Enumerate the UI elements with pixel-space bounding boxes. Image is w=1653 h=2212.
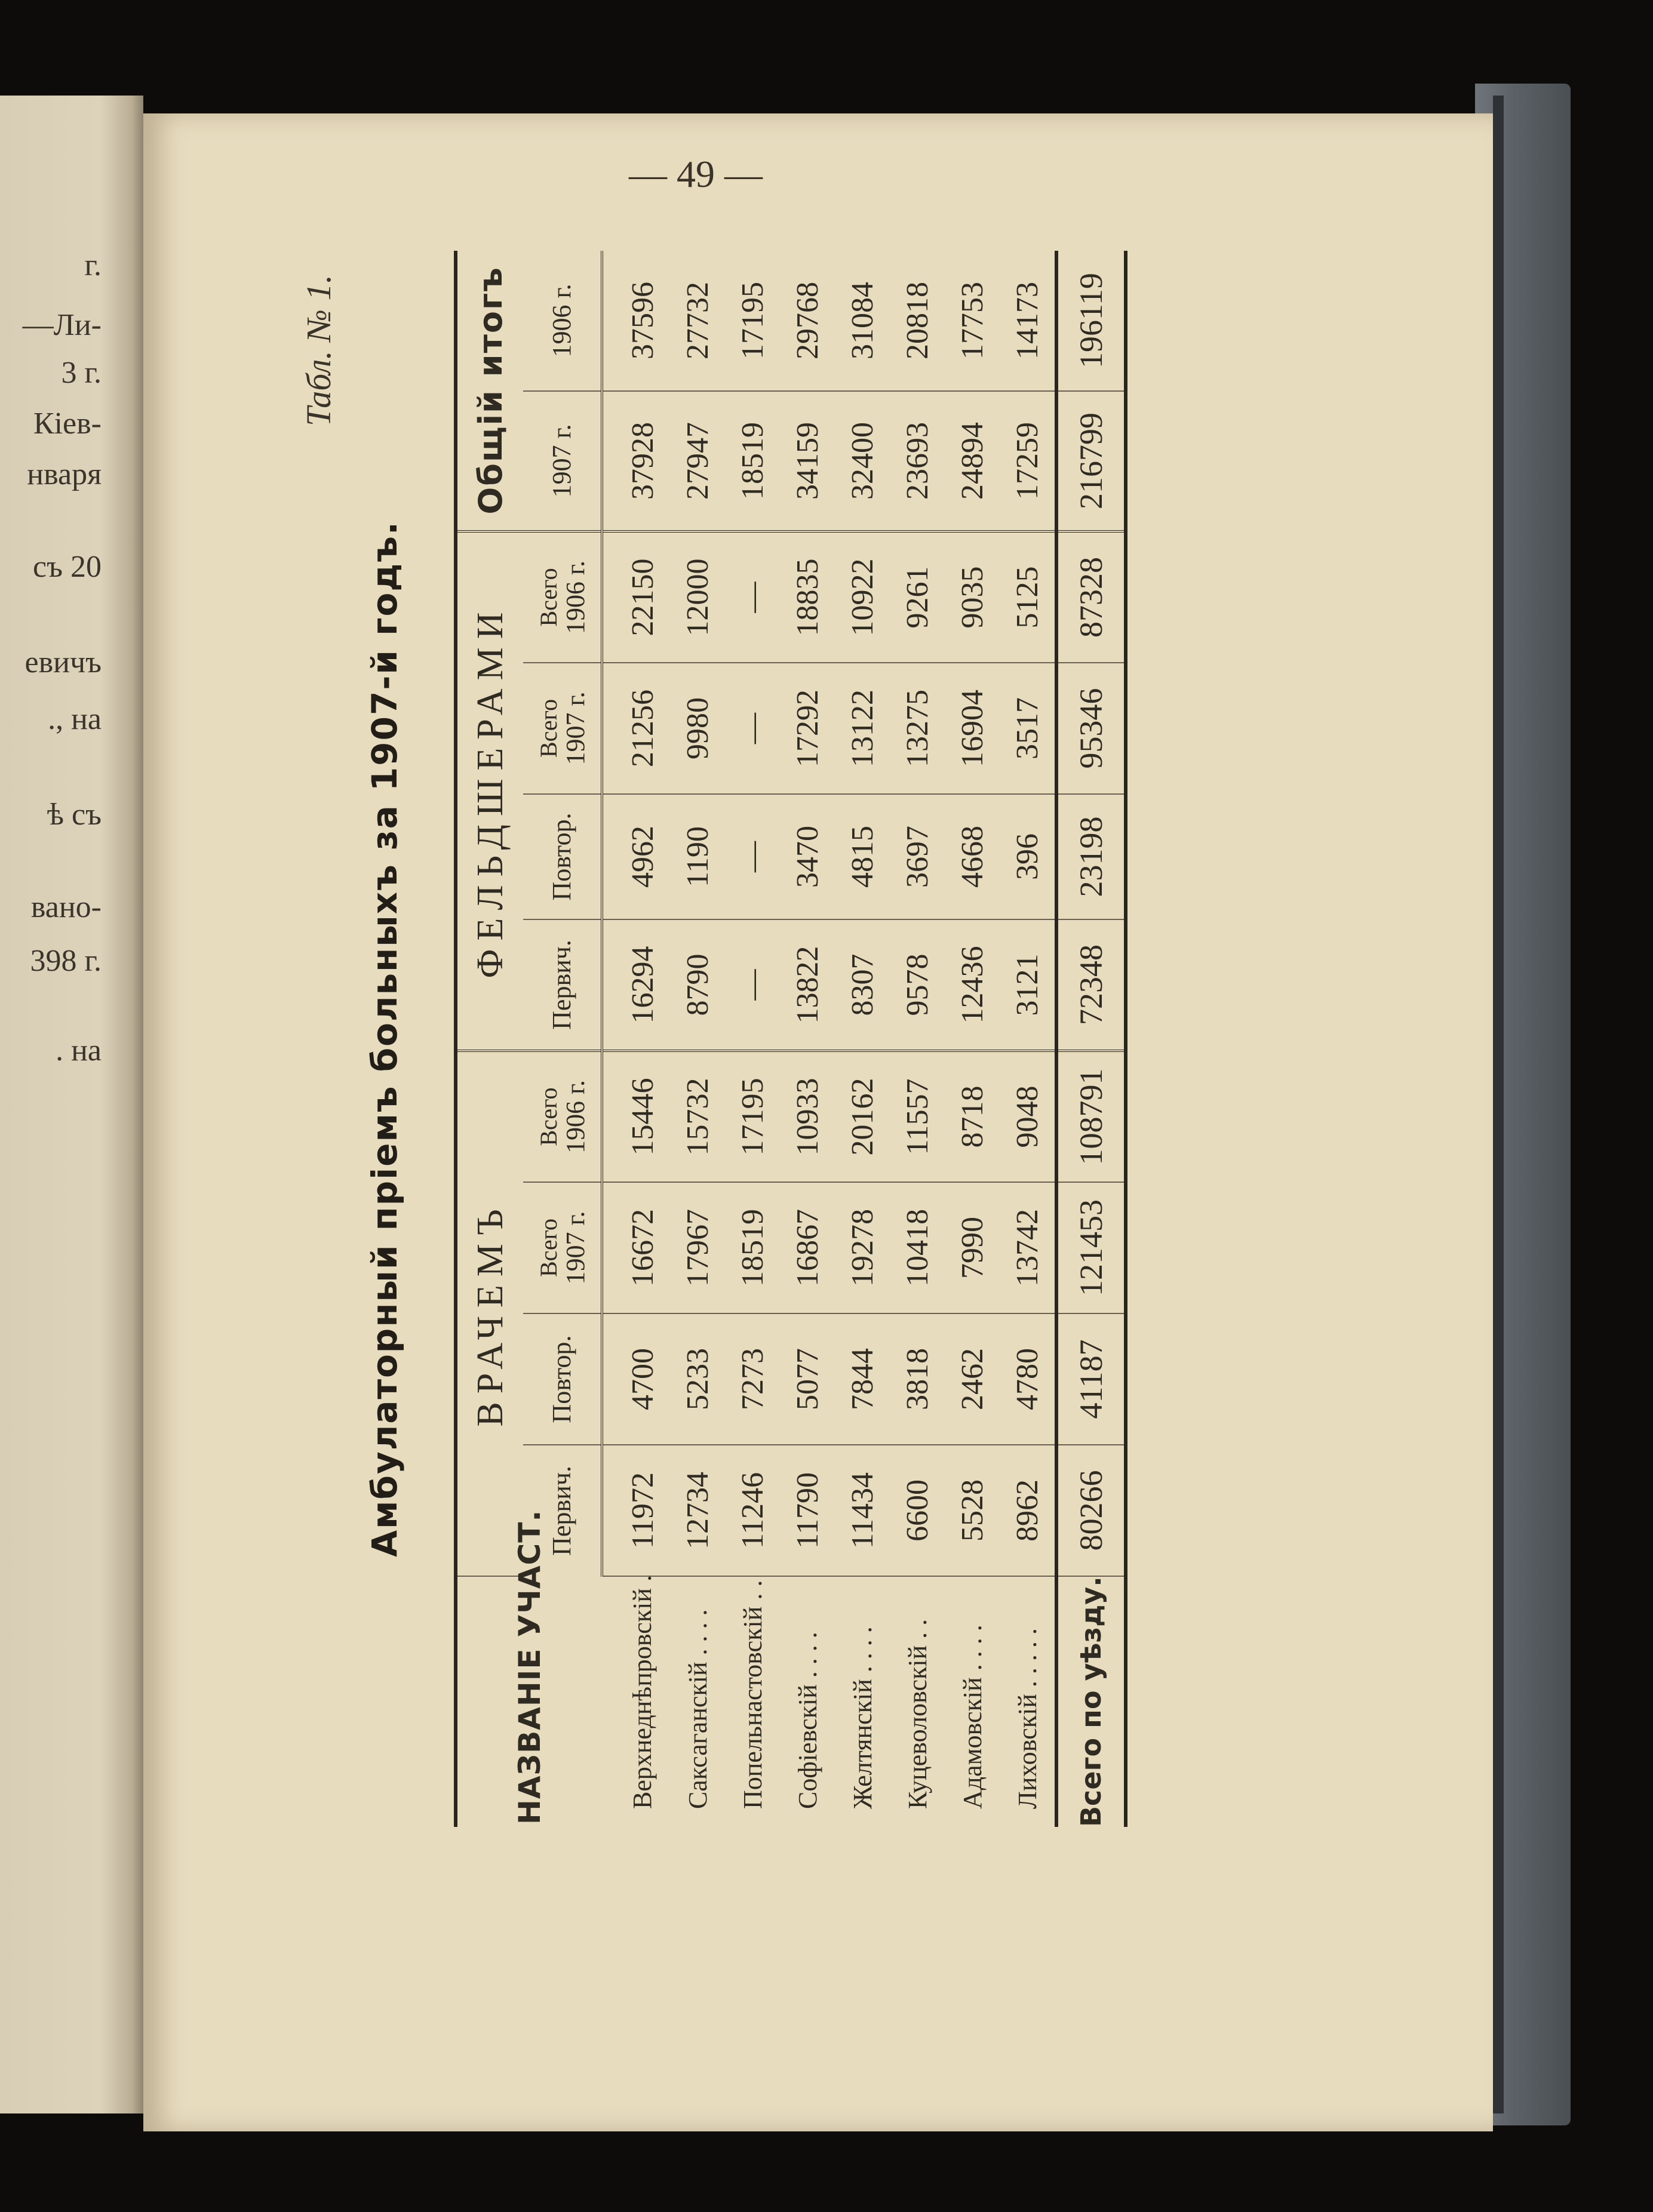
cell: 37596 xyxy=(602,251,670,391)
left-page-line: . на xyxy=(56,1033,102,1067)
cell: 5528 xyxy=(945,1445,1000,1576)
cell: 11972 xyxy=(602,1445,670,1576)
table-body xyxy=(602,251,1126,1827)
cell: 37928 xyxy=(602,391,670,531)
cell: 7990 xyxy=(945,1182,1000,1313)
table-header-row xyxy=(456,251,523,1827)
cell: 17292 xyxy=(780,663,835,794)
district-name: Желтянскій . . . . xyxy=(847,1626,877,1809)
cell: 3470 xyxy=(780,794,835,919)
left-page-line: ., на xyxy=(48,702,102,736)
table-row xyxy=(670,251,725,1827)
total-cell: 87328 xyxy=(1056,531,1126,663)
cell: 8307 xyxy=(835,919,890,1051)
cell: 10922 xyxy=(835,531,890,663)
cell: 15732 xyxy=(670,1051,725,1182)
cell: 17967 xyxy=(670,1182,725,1313)
cell: — xyxy=(725,531,780,663)
cell: 1190 xyxy=(670,794,725,919)
header-year: 1907 г. xyxy=(561,1211,590,1285)
cell: 18519 xyxy=(725,391,780,531)
cell: 9035 xyxy=(945,531,1000,663)
left-page-line: ѣ съ xyxy=(47,798,102,832)
cell: 7273 xyxy=(725,1313,780,1445)
table-row xyxy=(945,251,1000,1827)
cell: 5077 xyxy=(780,1313,835,1445)
total-cell: 196119 xyxy=(1056,251,1126,391)
table-row xyxy=(835,251,890,1827)
cell: 17195 xyxy=(725,251,780,391)
total-cell: 121453 xyxy=(1056,1182,1126,1313)
cell: 29768 xyxy=(780,251,835,391)
cell: 3697 xyxy=(890,794,945,919)
header-feldshers-repeat: Повтор. xyxy=(523,794,602,919)
left-page-line: г. xyxy=(84,248,102,282)
cell: 13822 xyxy=(780,919,835,1051)
cell: 19278 xyxy=(835,1182,890,1313)
left-page-line: съ 20 xyxy=(33,550,102,584)
cell: 5233 xyxy=(670,1313,725,1445)
header-vsego: Всего xyxy=(534,1087,562,1146)
page-number: — 49 — xyxy=(629,153,763,195)
table-total-row xyxy=(1056,251,1126,1827)
left-page-line: вано- xyxy=(30,890,102,924)
cell: 31084 xyxy=(835,251,890,391)
cell: 3517 xyxy=(1000,663,1056,794)
cell: 14173 xyxy=(1000,251,1056,391)
table-row xyxy=(725,251,780,1827)
cell: 17259 xyxy=(1000,391,1056,531)
left-page-line: 398 г. xyxy=(30,944,102,978)
cell: 4815 xyxy=(835,794,890,919)
cell: 9048 xyxy=(1000,1051,1056,1182)
left-page-line: нваря xyxy=(27,457,102,491)
header-year: 1906 г. xyxy=(561,1079,590,1154)
table-row xyxy=(890,251,945,1827)
header-feldshers-primary: Первич. xyxy=(523,919,602,1051)
left-page-line: Кіев- xyxy=(33,407,102,441)
cell: 15446 xyxy=(602,1051,670,1182)
cell: 3121 xyxy=(1000,919,1056,1051)
cell: 27732 xyxy=(670,251,725,391)
cell: 18519 xyxy=(725,1182,780,1313)
left-page-edge xyxy=(0,96,143,2113)
header-total-1907: 1907 г. xyxy=(523,391,602,531)
district-name: Адамовскій . . . . xyxy=(957,1625,987,1809)
total-cell: 41187 xyxy=(1056,1313,1126,1445)
header-doctors-1907 xyxy=(523,1182,602,1313)
cell: 13742 xyxy=(1000,1182,1056,1313)
cell: 11246 xyxy=(725,1445,780,1576)
cell: 17195 xyxy=(725,1051,780,1182)
cell: — xyxy=(725,663,780,794)
cell: 20818 xyxy=(890,251,945,391)
cell: 32400 xyxy=(835,391,890,531)
cell: 18835 xyxy=(780,531,835,663)
table-row xyxy=(1000,251,1056,1827)
table-caption: Амбулаторный пріемъ больныхъ за 1907-й годъ. xyxy=(364,521,405,1557)
total-cell: 216799 xyxy=(1056,391,1126,531)
header-year: 1906 г. xyxy=(561,560,590,634)
cell: 13275 xyxy=(890,663,945,794)
cell: 27947 xyxy=(670,391,725,531)
cell: 11790 xyxy=(780,1445,835,1576)
cell: 9578 xyxy=(890,919,945,1051)
cell: 9980 xyxy=(670,663,725,794)
cell: 4962 xyxy=(602,794,670,919)
book-cover-spine-line xyxy=(1493,96,1504,2113)
cell: 13122 xyxy=(835,663,890,794)
outpatient-table xyxy=(454,251,1127,1827)
cell: 16867 xyxy=(780,1182,835,1313)
total-cell: 23198 xyxy=(1056,794,1126,919)
left-page-line: 3 г. xyxy=(61,356,102,390)
header-total-1906: 1906 г. xyxy=(523,251,602,391)
total-label: Всего по уѣзду. xyxy=(1056,1576,1126,1827)
cell: 20162 xyxy=(835,1051,890,1182)
cell: 3818 xyxy=(890,1313,945,1445)
cell: 23693 xyxy=(890,391,945,531)
district-name: Софіевскій . . . . xyxy=(792,1632,822,1809)
table-label: Табл. № 1. xyxy=(299,275,338,426)
total-cell: 95346 xyxy=(1056,663,1126,794)
header-doctors: ВРАЧЕМЪ xyxy=(456,1051,523,1576)
header-vsego: Всего xyxy=(534,699,562,758)
total-cell: 80266 xyxy=(1056,1445,1126,1576)
cell: 6600 xyxy=(890,1445,945,1576)
cell: 396 xyxy=(1000,794,1056,919)
cell: 7844 xyxy=(835,1313,890,1445)
header-feldshers-1907 xyxy=(523,663,602,794)
header-total: Общій итогъ xyxy=(456,251,523,531)
cell: 2462 xyxy=(945,1313,1000,1445)
cell: 12000 xyxy=(670,531,725,663)
cell: 22150 xyxy=(602,531,670,663)
header-doctors-1906 xyxy=(523,1051,602,1182)
left-page-line: евичъ xyxy=(24,645,102,679)
cell: 9261 xyxy=(890,531,945,663)
cell: — xyxy=(725,794,780,919)
header-doctors-repeat: Повтор. xyxy=(523,1313,602,1445)
cell: 11557 xyxy=(890,1051,945,1182)
left-page-line: —Ли- xyxy=(22,308,102,342)
district-name: Куцеволовскій . . xyxy=(902,1619,932,1809)
header-feldshers-1906 xyxy=(523,531,602,663)
cell: 24894 xyxy=(945,391,1000,531)
district-name: Попельнастовскій . . xyxy=(738,1580,767,1809)
district-name: Верхнеднѣпровскій . xyxy=(627,1575,657,1809)
cell: 16672 xyxy=(602,1182,670,1313)
cell: 10933 xyxy=(780,1051,835,1182)
cell: 10418 xyxy=(890,1182,945,1313)
header-vsego: Всего xyxy=(534,1218,562,1278)
cell: 16294 xyxy=(602,919,670,1051)
cell: 16904 xyxy=(945,663,1000,794)
cell: — xyxy=(725,919,780,1051)
cell: 12436 xyxy=(945,919,1000,1051)
table-row xyxy=(780,251,835,1827)
header-feldshers: ФЕЛЬДШЕРАМИ xyxy=(456,531,523,1051)
header-year: 1907 г. xyxy=(561,691,590,765)
cell: 8718 xyxy=(945,1051,1000,1182)
cell: 12734 xyxy=(670,1445,725,1576)
cell: 34159 xyxy=(780,391,835,531)
cell: 8790 xyxy=(670,919,725,1051)
cell: 11434 xyxy=(835,1445,890,1576)
district-name: Лиховскій . . . . . xyxy=(1012,1628,1042,1809)
district-name: Саксаганскій . . . . xyxy=(683,1609,712,1809)
cell: 4700 xyxy=(602,1313,670,1445)
cell: 4780 xyxy=(1000,1313,1056,1445)
cell: 5125 xyxy=(1000,531,1056,663)
total-cell: 108791 xyxy=(1056,1051,1126,1182)
header-doctors-primary: Первич. xyxy=(523,1445,602,1576)
total-cell: 72348 xyxy=(1056,919,1126,1051)
header-district-name: НАЗВАНІЕ УЧАСТ. xyxy=(456,1576,602,1827)
cell: 17753 xyxy=(945,251,1000,391)
cell: 4668 xyxy=(945,794,1000,919)
rotated-table-area xyxy=(275,251,1182,1827)
header-vsego: Всего xyxy=(534,568,562,627)
table-row xyxy=(602,251,670,1827)
cell: 8962 xyxy=(1000,1445,1056,1576)
cell: 21256 xyxy=(602,663,670,794)
